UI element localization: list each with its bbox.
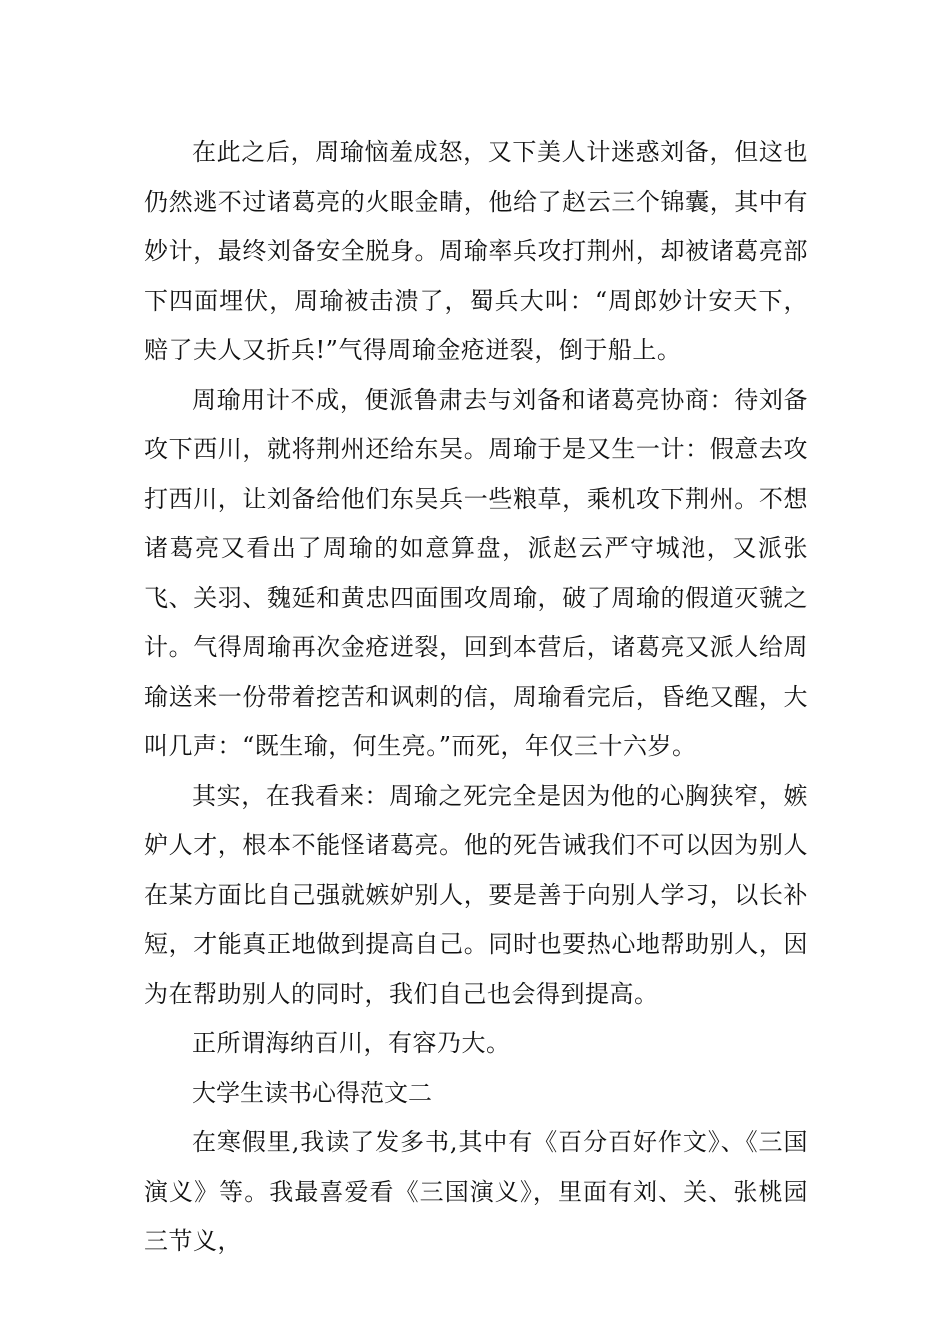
- paragraph-1: 在此之后，周瑜恼羞成怒，又下美人计迷惑刘备，但这也仍然逃不过诸葛亮的火眼金睛，他给了赵云三个锦囊，其中有妙计，最终刘备安全脱身。周瑜率兵攻打荆州，却被诸葛亮部下四面埋伏，周瑜被击溃了，蜀兵大叫：“周郎妙计安天下，赔了夫人又折兵!”气得周瑜金疮迸裂，倒于船上。: [144, 138, 808, 364]
- section-heading: 大学生读书心得范文二: [192, 1078, 432, 1107]
- document-body: [144, 128, 808, 1267]
- paragraph-2: 周瑜用计不成，便派鲁肃去与刘备和诸葛亮协商：待刘备攻下西川，就将荆州还给东吴。周瑜于是又生一计：假意去攻打西川，让刘备给他们东吴兵一些粮草，乘机攻下荆州。不想诸葛亮又看出了周瑜的如意算盘，派赵云严守城池，又派张飞、关羽、魏延和黄忠四面围攻周瑜，破了周瑜的假道灭虢之计。气得周瑜再次金疮迸裂，回到本营后，诸葛亮又派人给周瑜送来一份带着挖苦和讽刺的信，周瑜看完后，昏绝又醒，大叫几声：“既生瑜，何生亮。”而死，年仅三十六岁。: [144, 385, 808, 760]
- paragraph-4: 正所谓海纳百川，有容乃大。: [192, 1029, 511, 1057]
- paragraph-3: 其实，在我看来：周瑜之死完全是因为他的心胸狭窄，嫉妒人才，根本不能怪诸葛亮。他的死告诫我们不可以因为别人在某方面比自己强就嫉妒别人，要是善于向别人学习，以长补短，才能真正地做到提高自己。同时也要热心地帮助别人，因为在帮助别人的同时，我们自己也会得到提高。: [144, 781, 808, 1008]
- paragraph-5: 在寒假里,我读了发多书,其中有《百分百好作文》、《三国演义》等。我最喜爱看《三国演义》，里面有刘、关、张桃园三节义，: [144, 1128, 808, 1255]
